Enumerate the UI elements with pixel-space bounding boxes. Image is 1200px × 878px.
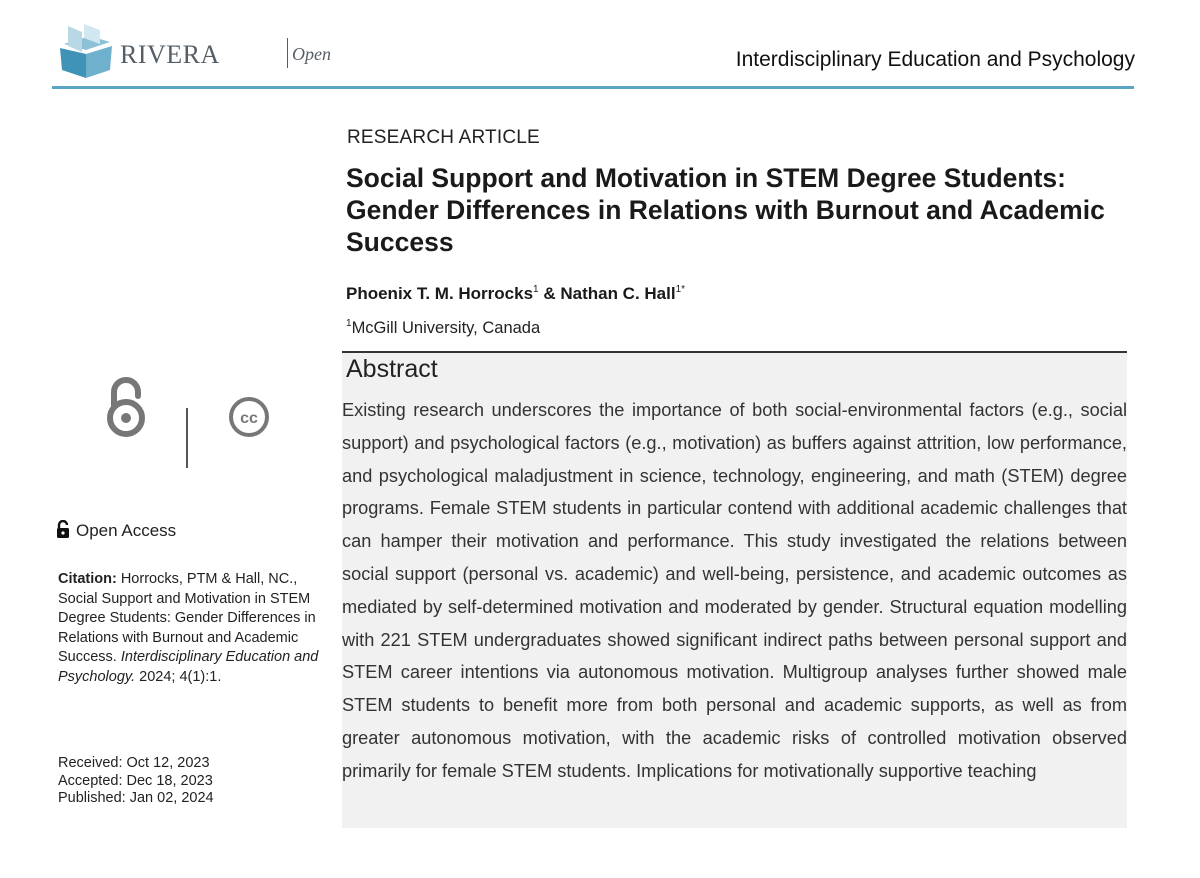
abstract-heading: Abstract	[346, 355, 438, 383]
open-access-text: Open Access	[76, 521, 177, 540]
citation-title: Social Support and Motivation in STEM Degree Students: Gender Differences in Relations with Burnout and Academic Success.	[58, 590, 316, 665]
affiliation	[346, 318, 540, 338]
license-divider	[186, 408, 188, 468]
citation-authors: Horrocks, PTM & Hall, NC.,	[120, 571, 298, 587]
open-access-label	[56, 520, 176, 541]
open-access-icon	[105, 376, 147, 438]
brand-divider	[287, 38, 288, 68]
article-title: Social Support and Motivation in STEM Degree Students: Gender Differences in Relations with Burnout and Academic Success	[346, 163, 1105, 257]
citation-journal: Interdisciplinary Education and Psychology.	[58, 649, 319, 685]
citation-details: 2024; 4(1):1.	[139, 668, 222, 685]
book-logo-icon	[56, 22, 116, 80]
author-name[interactable]: Nathan C. Hall	[560, 284, 676, 303]
abstract-text: Existing research underscores the importance of both social-environmental factors (e.g., social support) and psychological factors (e.g., motivation) as buffers against attrition, low performance, and psychological maladjustment in science, technology, engineering, and math (STEM) degree programs. Female STEM students in particular contend with additional academic challenges that can hamper their motivation and performance. This study investigated the relations between social support (personal vs. academic) and well-being, persistence, and academic outcomes as mediated by self-determined motivation and moderated by gender. Structural equation modelling with 221 STEM undergraduates showed significant indirect paths between personal support and STEM career intentions via autonomous motivation. Multigroup analyses further showed male STEM students to benefit more from both personal and academic supports, as well as from greater autonomous motivation, with the academic risks of controlled motivation observed primarily for female STEM students. Implications for motivationally supportive teaching	[342, 400, 1127, 781]
author-list	[346, 284, 685, 304]
citation-label: Citation:	[58, 571, 117, 587]
brand-name: RIVERA	[120, 40, 220, 69]
article-type: RESEARCH ARTICLE	[347, 127, 540, 148]
publication-dates	[58, 755, 214, 808]
author-affiliation-mark: 1*	[675, 284, 686, 295]
brand-suffix: Open	[292, 44, 331, 64]
creative-commons-icon	[228, 396, 270, 438]
received-date: Received: Oct 12, 2023	[58, 755, 210, 771]
author-joiner: &	[538, 284, 561, 303]
open-lock-icon	[56, 520, 70, 538]
author-affiliation-mark: 1	[533, 284, 539, 295]
affiliation-mark: 1	[346, 318, 352, 329]
author-name[interactable]: Phoenix T. M. Horrocks	[346, 284, 534, 303]
affiliation-text: McGill University, Canada	[351, 319, 541, 337]
svg-text:cc: cc	[240, 410, 258, 427]
abstract-section	[342, 351, 1127, 828]
accepted-date: Accepted: Dec 18, 2023	[58, 772, 213, 789]
published-date: Published: Jan 02, 2024	[58, 790, 214, 806]
journal-name[interactable]: Interdisciplinary Education and Psychology	[735, 48, 1135, 71]
citation-block	[58, 570, 330, 687]
header-divider	[52, 86, 1134, 89]
